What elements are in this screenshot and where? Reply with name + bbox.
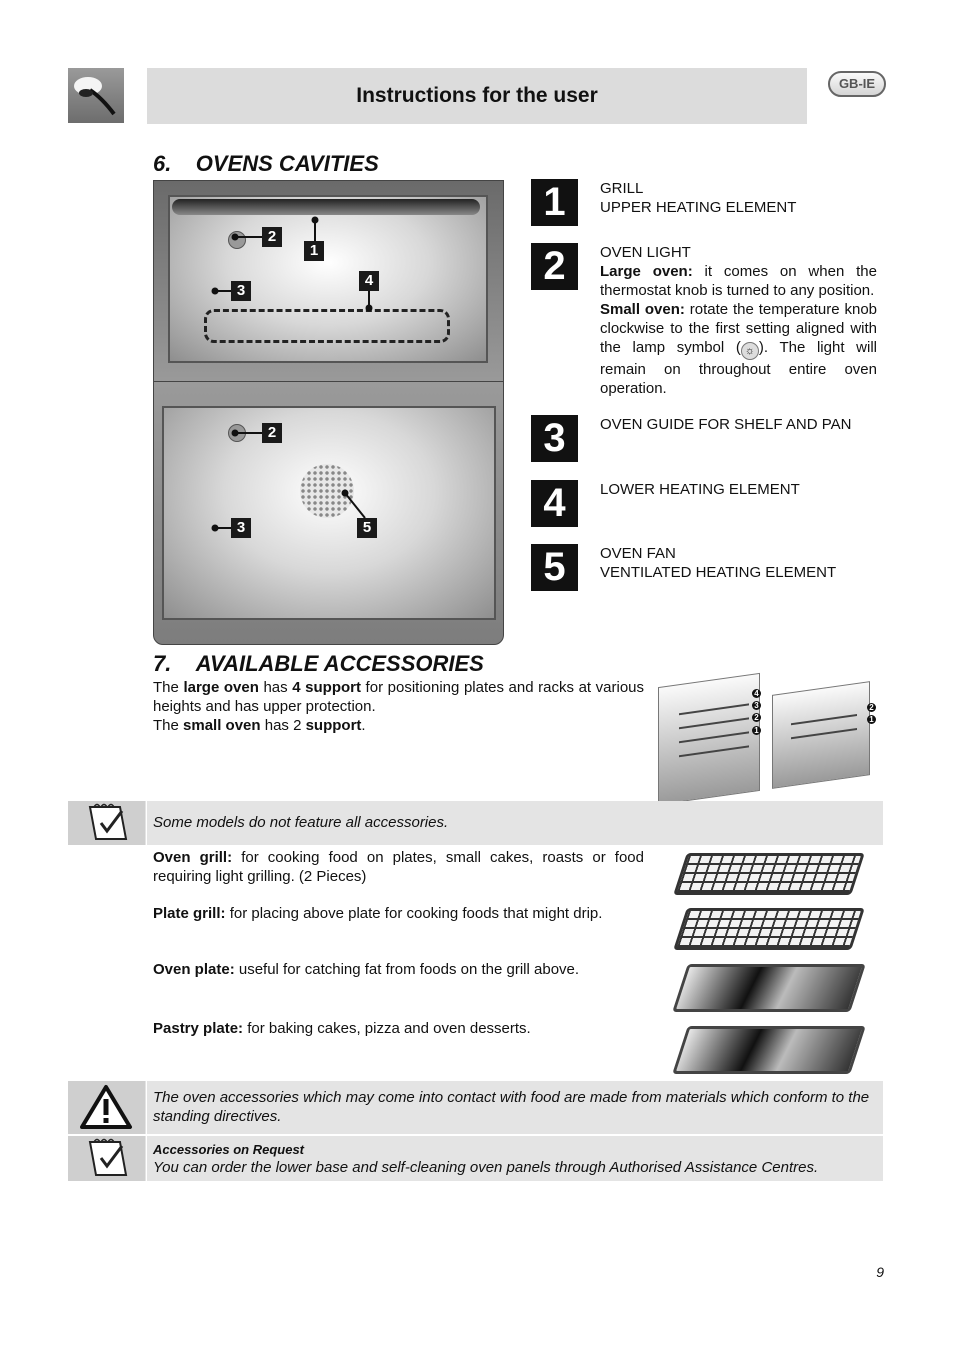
pastry-plate-image bbox=[672, 1026, 866, 1074]
legend-item-oven-guide: OVEN GUIDE FOR SHELF AND PAN bbox=[600, 416, 852, 433]
legend-line: GRILL bbox=[600, 180, 644, 197]
accessory-label: Pastry plate: bbox=[153, 1020, 244, 1037]
intro-bold: large oven bbox=[183, 679, 259, 696]
legend-item-lower-element: LOWER HEATING ELEMENT bbox=[600, 481, 800, 498]
leader-lines bbox=[153, 180, 502, 642]
accessory-oven-grill bbox=[153, 848, 644, 886]
intro-text: for positioning plates and racks at various heights and has upper protection. bbox=[153, 679, 645, 715]
intro-text: has bbox=[258, 679, 293, 696]
divider bbox=[146, 1136, 147, 1181]
section-heading-ovens-cavities: 6. OVENS CAVITIES bbox=[153, 151, 379, 176]
diagram-tag: 2 bbox=[262, 227, 282, 247]
legend-line: OVEN LIGHT bbox=[600, 244, 691, 261]
diagram-tag: 4 bbox=[359, 271, 379, 291]
shelf-number: 1 bbox=[867, 715, 876, 724]
legend-large-text: it comes on when the thermostat knob is turned to any position. bbox=[600, 263, 877, 299]
accessory-plate-grill bbox=[153, 904, 644, 923]
shelf-number: 2 bbox=[867, 703, 876, 712]
divider bbox=[146, 1081, 147, 1134]
accessory-label: Oven plate: bbox=[153, 961, 235, 978]
accessory-label: Plate grill: bbox=[153, 905, 226, 922]
legend-number-2: 2 bbox=[531, 243, 578, 290]
request-text: You can order the lower base and self-cleaning oven panels through Authorised Assistance Centres. bbox=[153, 1159, 819, 1176]
large-oven-supports-image bbox=[658, 673, 760, 805]
lamp-symbol-icon: ☼ bbox=[741, 342, 759, 360]
legend-line: VENTILATED HEATING ELEMENT bbox=[600, 564, 837, 581]
intro-bold: support bbox=[305, 717, 362, 734]
legend-line: UPPER HEATING ELEMENT bbox=[600, 199, 797, 216]
section-heading-accessories: 7. AVAILABLE ACCESSORIES bbox=[153, 651, 484, 676]
accessory-oven-plate bbox=[153, 960, 644, 979]
plate-grill-image bbox=[673, 908, 865, 950]
page-title: Instructions for the user bbox=[356, 84, 598, 107]
warning-text: The oven accessories which may come into contact with food are made from materials which conform to the standing directives. bbox=[153, 1089, 870, 1125]
divider bbox=[146, 801, 147, 845]
intro-text: has 2 bbox=[260, 717, 306, 734]
accessories-intro bbox=[153, 678, 644, 735]
shelf-number: 2 bbox=[752, 713, 761, 722]
diagram-tag: 3 bbox=[231, 281, 251, 301]
legend-line: OVEN FAN bbox=[600, 545, 676, 562]
accessory-label: Oven grill: bbox=[153, 849, 233, 866]
intro-bold: small oven bbox=[183, 717, 261, 734]
diagram-tag: 1 bbox=[304, 241, 324, 261]
request-title: Accessories on Request bbox=[153, 1142, 305, 1157]
legend-number-1: 1 bbox=[531, 179, 578, 226]
warning-triangle-icon bbox=[68, 1081, 145, 1134]
accessory-pastry-plate bbox=[153, 1019, 644, 1038]
legend-small-text: rotate the temperature knob clockwise to the first setting aligned with the lamp symbol ( bbox=[600, 301, 877, 356]
legend-number-4: 4 bbox=[531, 480, 578, 527]
note-models: Some models do not feature all accessories. bbox=[153, 814, 449, 831]
accessory-text: for baking cakes, pizza and oven desserts. bbox=[243, 1020, 531, 1037]
accessory-text: for placing above plate for cooking foods that might drip. bbox=[225, 905, 603, 922]
legend-item-oven-fan bbox=[600, 544, 877, 582]
intro-bold: 4 support bbox=[292, 679, 361, 696]
notepad-check-icon bbox=[68, 801, 145, 845]
legend-small-label: Small oven: bbox=[600, 301, 685, 318]
chef-spoon-icon bbox=[68, 68, 124, 123]
oven-grill-image bbox=[673, 853, 865, 895]
shelf-number: 1 bbox=[752, 726, 761, 735]
legend-small-text: ). The light will remain on throughout entire oven operation. bbox=[600, 339, 877, 397]
accessory-text: useful for catching fat from foods on the grill above. bbox=[234, 961, 580, 978]
page-number: 9 bbox=[876, 1264, 884, 1280]
legend-number-3: 3 bbox=[531, 415, 578, 462]
accessory-text: for cooking food on plates, small cakes, roasts or food requiring light grilling. (2 Pieces) bbox=[153, 849, 644, 885]
diagram-tag: 2 bbox=[262, 423, 282, 443]
small-oven-supports-image bbox=[772, 681, 870, 789]
diagram-tag: 5 bbox=[357, 518, 377, 538]
diagram-tag: 3 bbox=[231, 518, 251, 538]
shelf-number: 3 bbox=[752, 701, 761, 710]
legend-item-grill bbox=[600, 179, 877, 217]
oven-plate-image bbox=[672, 964, 866, 1012]
intro-text: The bbox=[153, 679, 184, 696]
notepad-check-icon bbox=[68, 1136, 145, 1181]
shelf-number: 4 bbox=[752, 689, 761, 698]
region-badge: GB-IE bbox=[828, 71, 886, 97]
legend-large-label: Large oven: bbox=[600, 263, 693, 280]
legend-number-5: 5 bbox=[531, 544, 578, 591]
legend-item-oven-light bbox=[600, 243, 877, 398]
intro-text: . bbox=[361, 717, 366, 734]
intro-text: The bbox=[153, 717, 184, 734]
